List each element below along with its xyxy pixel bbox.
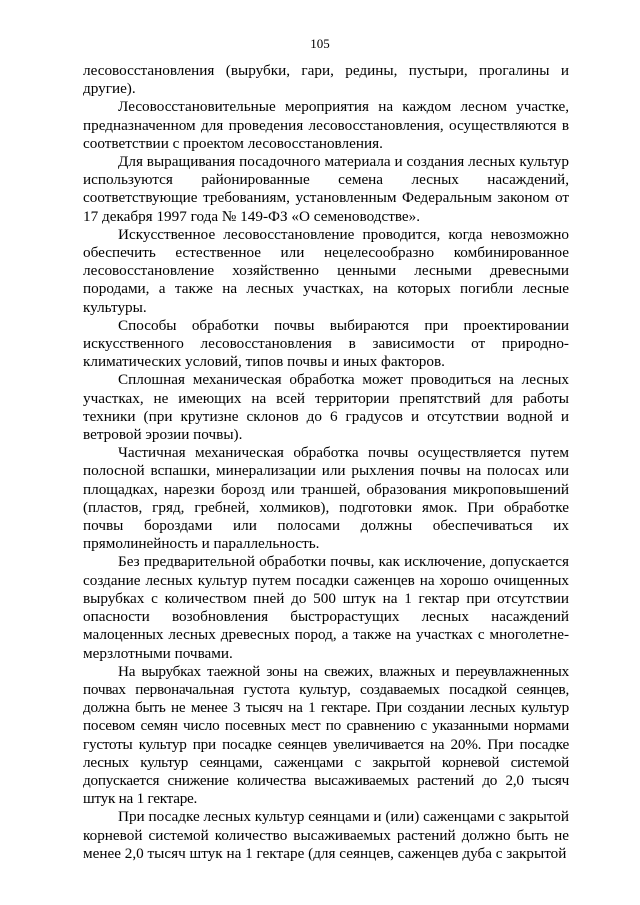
paragraph: Сплошная механическая обработка может проводиться на лесных участках, не имеющих на всей территории препятствий для работы техники (при крутизне склонов до 6 градусов и отсутствии водной и ветровой эрозии почвы). bbox=[83, 371, 569, 444]
paragraph: Лесовосстановительные мероприятия на каждом лесном участке, предназначенном для проведения лесовосстановления, осуществляются в соответствии с проектом лесовосстановления. bbox=[83, 98, 569, 152]
paragraph: лесовосстановления (вырубки, гари, редины, пустыри, прогалины и другие). bbox=[83, 62, 569, 98]
paragraph: Способы обработки почвы выбираются при проектировании искусственного лесовосстановления в зависимости от природно-климатических условий, типов почвы и иных факторов. bbox=[83, 316, 569, 371]
paragraph: Без предварительной обработки почвы, как исключение, допускается создание лесных культур путем посадки саженцев на хорошо очищенных вырубках с количеством пней до 500 штук на 1 гектар при отсутствии опасности возобновления быстрорастущих лесных насаждений малоценных лесных древесных пород, а также на участках с многолетне-мерзлотными почвами. bbox=[83, 553, 569, 662]
paragraph: На вырубках таежной зоны на свежих, влажных и переувлажненных почвах первоначальная густота культур, создаваемых посадкой сеянцев, должна быть не менее 3 тысяч на 1 гектаре. При создании лесных культур посевом семян число посевных мест по сравнению с указанными нормами густоты культур при посадке сеянцев увеличивается на 20%. При посадке лесных культур сеянцами, саженцами с закрытой корневой системой допускается снижение количества высаживаемых растений до 2,0 тысяч штук на 1 гектаре. bbox=[83, 662, 569, 808]
paragraph: Для выращивания посадочного материала и создания лесных культур используются районированные семена лесных насаждений, соответствующие требованиям, установленным Федеральным законом от 17 декабря 1997 года № 149-ФЗ «О семеноводстве». bbox=[83, 153, 569, 225]
paragraph: Частичная механическая обработка почвы осуществляется путем полосной вспашки, минерализации или рыхления почвы на полосах или площадках, нарезки борозд или траншей, образования микроповышений (пластов, гряд, гребней, холмиков), подготовки ямок. При обработке почвы бороздами или полосами должны обеспечиваться их прямолинейность и параллельность. bbox=[83, 444, 569, 553]
page-number: 105 bbox=[310, 36, 330, 51]
paragraph: При посадке лесных культур сеянцами и (или) саженцами с закрытой корневой системой количество высаживаемых растений должно быть не менее 2,0 тысяч штук на 1 гектаре (для сеянцев, саженцев дуба с закрытой bbox=[83, 808, 569, 862]
paragraph: Искусственное лесовосстановление проводится, когда невозможно обеспечить естественное или нецелесообразно комбинированное лесовосстановление хозяйственно ценными лесными древесными породами, а также на лесных участках, на которых погибли лесные культуры. bbox=[83, 225, 569, 316]
body-text bbox=[83, 62, 569, 863]
